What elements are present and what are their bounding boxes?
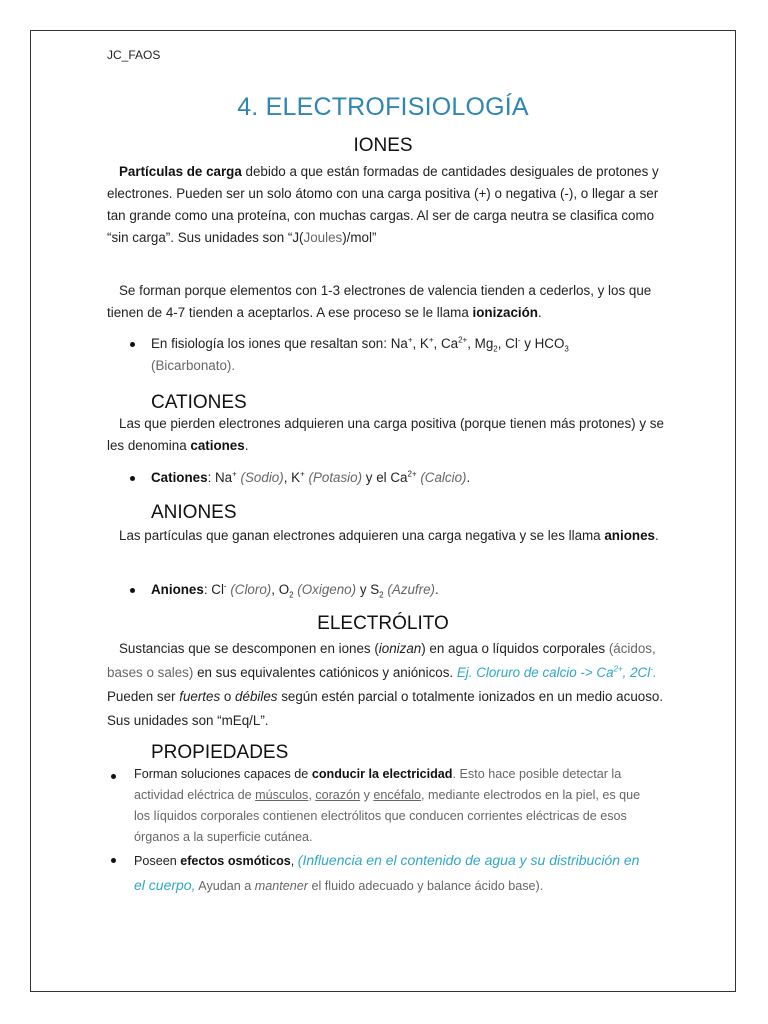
bullet-cationes: Cationes: Na+ (Sodio), K+ (Potasio) y el $Ca^{2+}$ (Calcio). xyxy=(151,469,471,485)
heading-cationes: CATIONES xyxy=(151,392,247,413)
paragraph-electrolito: Sustancias que se descomponen en iones (ionizan) en agua o líquidos corporales (ácidos, bases o sales) en sus equivalentes catiónicos y aniónicos. Ej. Cloruro de calcio -> $Ca^{2+}$, 2Cl-. Pueden ser fuertes o débiles según estén parcial o totalmente ionizados en un medio acuoso. Sus unidades son “mEq/L”. xyxy=(107,641,664,728)
heading-aniones: ANIONES xyxy=(151,502,237,523)
header-author: JC_FAOS xyxy=(107,48,161,62)
bullet-dot xyxy=(111,774,116,779)
heading-electrolito: ELECTRÓLITO xyxy=(317,613,449,634)
page-title: 4. ELECTROFISIOLOGÍA xyxy=(237,93,529,121)
heading-propiedades: PROPIEDADES xyxy=(151,742,289,763)
bold-particulas: Partículas de carga xyxy=(119,164,242,179)
bullet-dot xyxy=(130,342,135,347)
paragraph-iones-definition: Partículas de carga debido a que están formadas de cantidades desiguales de protones y electrones. Pueden ser un solo átomo con una carga positiva (+) o negativa (-), o llegar a ser tan grande como una proteína, con muchas cargas. Al ser de carga neutra se clasifica como “sin carga”. Sus unidades son “J(Joules)/mol” xyxy=(107,164,659,245)
bullet-dot xyxy=(130,588,135,593)
bullet-dot xyxy=(130,476,135,481)
paragraph-cationes: Las que pierden electrones adquieren una carga positiva (porque tienen más protones) y se les denomina cationes. xyxy=(107,416,664,453)
document-page xyxy=(30,30,736,992)
bullet-efectos-osmoticos: Poseen efectos osmóticos, (Influencia en el contenido de agua y su distribución en el cuerpo, Ayudan a mantener el fluido adecuado y balance ácido base). xyxy=(134,852,640,893)
bullet-iones-fisiologia: En fisiología los iones que resaltan son: Na+, K+, $Ca^{2+}$, $Mg_2$, Cl- y $HCO_3$ (Bicarbonato). xyxy=(151,335,569,373)
bullet-aniones: Aniones: Cl- (Cloro), $O_2$ (Oxigeno) y $S_2$ (Azufre). xyxy=(151,581,439,600)
bullet-conducir-electricidad: Forman soluciones capaces de conducir la electricidad. Esto hace posible detectar la actividad eléctrica de músculos, corazón y encéfalo, mediante electrodos en la piel, es que los líquidos corporales contienen electrólitos que conducen corrientes eléctricas de esos órganos a la superficie cutánea. xyxy=(134,767,641,844)
bullet-dot xyxy=(111,858,116,863)
heading-iones: IONES xyxy=(353,135,413,156)
paragraph-iones-formation: Se forman porque elementos con 1-3 electrones de valencia tienden a cederlos, y los que tienen de 4-7 tienden a aceptarlos. A ese proceso se le llama ionización. xyxy=(107,283,652,320)
paragraph-aniones: Las partículas que ganan electrones adquieren una carga negativa y se les llama aniones. xyxy=(119,528,659,543)
